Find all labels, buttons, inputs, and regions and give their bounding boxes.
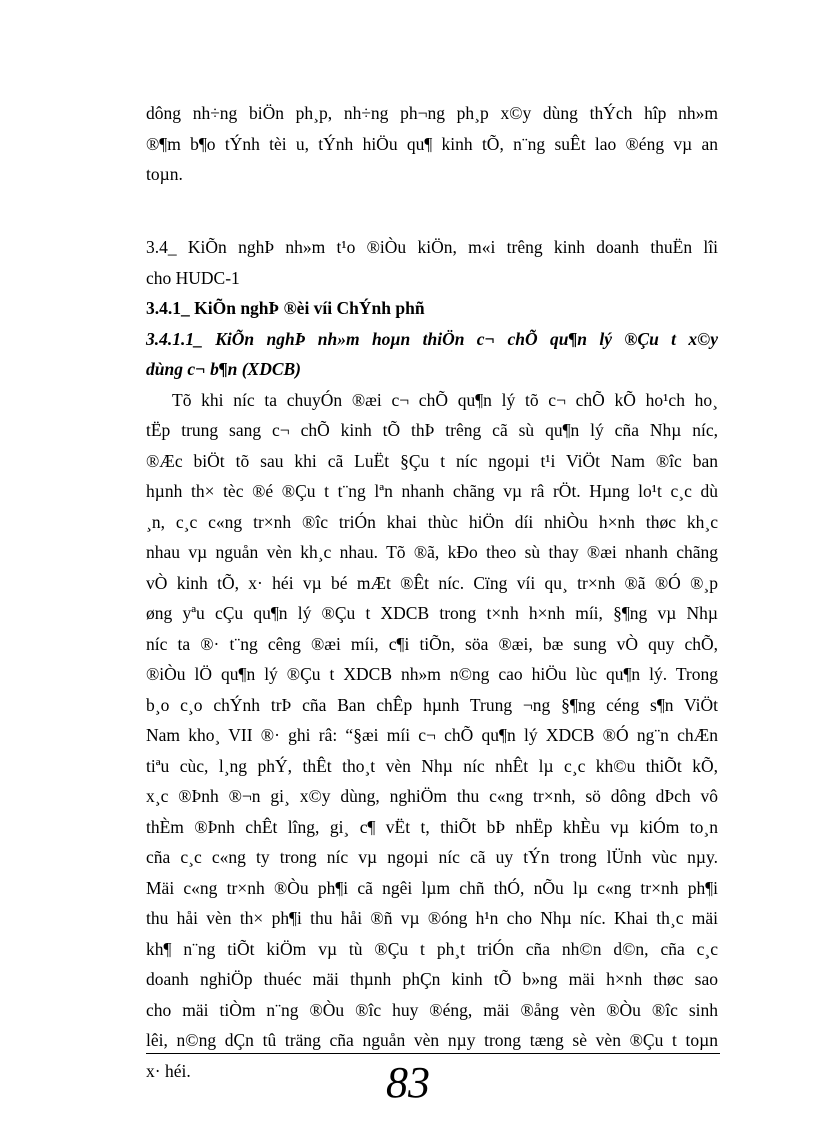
body-line: x¸c ®Þnh ®¬n gi¸ x©y dùng, nghiÖm thu c«ng tr×nh, sö dông dÞch vô — [146, 786, 718, 806]
body-line: vÒ kinh tÕ, x· héi vµ bé mÆt ®Êt níc. Cïng víi qu¸ tr×nh ®ã ®Ó ®¸p — [146, 572, 718, 593]
intro-line: ®¶m b¶o tÝnh tèi u, tÝnh hiÖu qu¶ kinh tÕ, n¨ng suÊt lao ®éng vµ an — [146, 133, 718, 154]
body-line: lêi, n©ng dÇn tû träng cña nguån vèn nµy trong tæng sè vèn ®Çu t toµn — [146, 1030, 718, 1050]
body-line: cho mäi tiÒm n¨ng ®Òu ®îc huy ®éng, mäi ®ång vèn ®Òu ®îc sinh — [146, 999, 718, 1020]
heading-3-4-1-1-line: 3.4.1.1_ KiÕn nghÞ nh»m hoµn thiÖn c¬ chÕ qu¶n lý ®Çu t x©y — [146, 328, 718, 349]
heading-3-4-1-1-line: dùng c¬ b¶n (XDCB) — [146, 359, 302, 379]
body-line: hµnh th× tèc ®é ®Çu t t¨ng lªn nhanh chãng vµ râ rÖt. Hµng lo¹t c¸c dù — [146, 481, 718, 501]
body-line: níc ta ®· t¨ng cêng ®æi míi, c¶i tiÕn, söa ®æi, bæ sung vÒ quy chÕ, — [146, 633, 718, 654]
section-3-4-heading-line: 3.4_ KiÕn nghÞ nh»m t¹o ®iÒu kiÖn, m«i trêng kinh doanh thuËn lîi — [146, 237, 718, 257]
body-line: ®Æc biÖt tõ sau khi cã LuËt §Çu t níc ngoµi t¹i ViÖt Nam ®îc ban — [146, 450, 718, 471]
body-line: øng yªu cÇu qu¶n lý ®Çu t XDCB trong t×nh h×nh míi, §¶ng vµ Nhµ — [146, 603, 718, 623]
body-line: tiªu cùc, l¸ng phÝ, thÊt tho¸t vèn Nhµ níc nhÊt lµ c¸c kh©u thiÕt kÕ, — [146, 755, 718, 776]
page-number: 83 — [386, 1058, 430, 1107]
body-line: Nam kho¸ VII ®· ghi râ: “§æi míi c¬ chÕ qu¶n lý XDCB ®Ó ng¨n chÆn — [146, 725, 718, 745]
body-line: thu håi vèn th× ph¶i thu håi ®ñ vµ ®óng h¹n cho Nhµ níc. Khai th¸c mäi — [146, 908, 718, 928]
footer-rule — [146, 1053, 720, 1054]
body-line: nhau vµ nguån vèn kh¸c nhau. Tõ ®ã, kÐo theo sù thay ®æi nhanh chãng — [146, 542, 718, 562]
body-line: b¸o c¸o chÝnh trÞ cña Ban chÊp hµnh Trung ¬ng §¶ng céng s¶n ViÖt — [146, 694, 718, 715]
heading-3-4-1: 3.4.1_ KiÕn nghÞ ®èi víi ChÝnh phñ — [146, 298, 425, 318]
intro-paragraph — [146, 98, 718, 190]
body-line: doanh nghiÖp thuéc mäi thµnh phÇn kinh tÕ b»ng mäi h×nh thøc sao — [146, 969, 718, 989]
body-line: Tõ khi níc ta chuyÓn ®æi c¬ chÕ qu¶n lý tõ c¬ chÕ kÕ ho¹ch ho¸ — [172, 389, 718, 410]
body-line: Mäi c«ng tr×nh ®Òu ph¶i cã ngêi lµm chñ thÓ, nÕu lµ c«ng tr×nh ph¶i — [146, 877, 718, 898]
body-line: thÈm ®Þnh chÊt lîng, gi¸ c¶ vËt t, thiÕt bÞ nhËp khÈu vµ kiÓm to¸n — [146, 816, 718, 837]
body-line: ¸n, c¸c c«ng tr×nh ®îc triÓn khai thùc hiÖn díi nhiÒu h×nh thøc kh¸c — [146, 511, 718, 532]
intro-line: dông nh÷ng biÖn ph¸p, nh÷ng ph¬ng ph¸p x©y dùng thÝch hîp nh»m — [146, 103, 718, 123]
body-line: ®iÒu lÖ qu¶n lý ®Çu t XDCB nh»m n©ng cao hiÖu lùc qu¶n lý. Trong — [146, 664, 718, 684]
section-3-4-heading-line: cho HUDC-1 — [146, 267, 240, 288]
main-content — [146, 232, 718, 1086]
body-line: kh¶ n¨ng tiÕt kiÖm vµ tù ®Çu t ph¸t triÓn cña nh©n d©n, cña c¸c — [146, 938, 718, 959]
intro-line: toµn. — [146, 164, 183, 184]
body-line: cña c¸c c«ng ty trong níc vµ ngoµi níc cã uy tÝn trong lÜnh vùc nµy. — [146, 847, 718, 867]
body-line: tËp trung sang c¬ chÕ kinh tÕ thÞ trêng cã sù qu¶n lý cña Nhµ níc, — [146, 420, 718, 440]
body-line: x· héi. — [146, 1060, 191, 1081]
